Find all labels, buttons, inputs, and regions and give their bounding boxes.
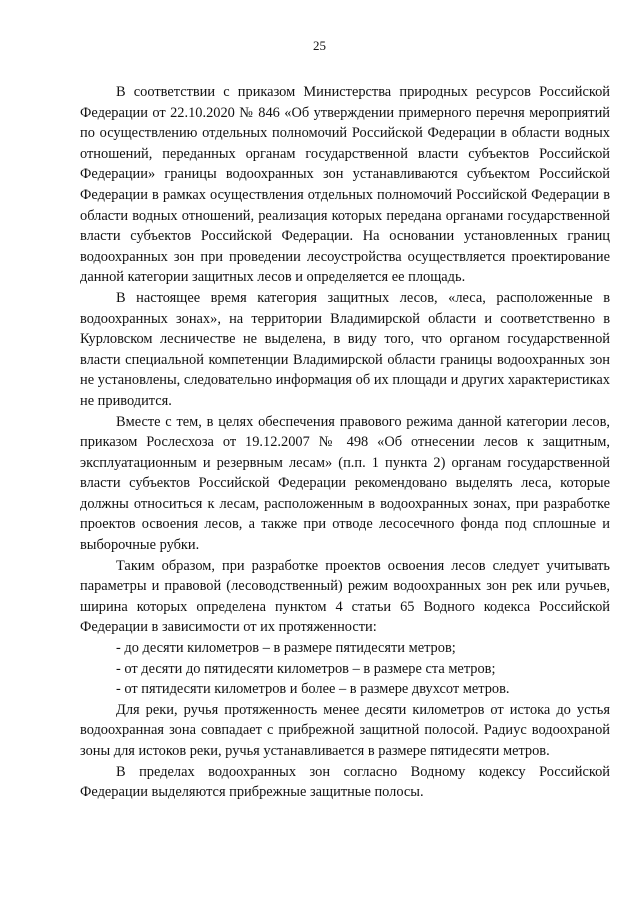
list-item: - до десяти километров – в размере пятидесяти метров; <box>116 640 456 657</box>
page-number: 25 <box>313 38 326 53</box>
paragraph-water-protection-zones-order: В соответствии с приказом Министерства природных ресурсов Российской Федерации от 22.10.2020 № 846 «Об утверждении примерного перечня мероприятий по осуществлению отдельных полномочий Российской Федерации в области водных отношений, переданных органам государственной власти субъектов Российской Федерации» границы водоохранных зон устанавливаются субъектом Российской Федерации в рамках осуществления отдельных полномочий Российской Федерации в области водных отношений, реализация которых передана органами государственной власти субъектов Российской Федерации. На основании установленных границ водоохранных зон при проведении лесоустройства осуществляется проектирование данной категории защитных лесов и определяется ее площадь. <box>80 84 610 286</box>
paragraph-vladimir-region-status: В настоящее время категория защитных лесов, «леса, расположенные в водоохранных зонах», на территории Владимирской области и соответственно в Курловском лесничестве не выделена, в виду того, что органом государственной власти специальной компетенции Владимирской области границы водоохранных зон не установлены, следовательно информация об их площади и других характеристиках не приводится. <box>80 289 610 409</box>
list-item: - от пятидесяти километров и более – в размере двухсот метров. <box>116 681 510 698</box>
paragraph-coastal-protective-strips: В пределах водоохранных зон согласно Водному кодексу Российской Федерации выделяются прибрежные защитные полосы. <box>80 763 610 801</box>
document-body <box>80 82 610 803</box>
zone-width-list <box>80 638 610 700</box>
paragraph-rosleskhoz-order: Вместе с тем, в целях обеспечения правового режима данной категории лесов, приказом Рослесхоза от 19.12.2007 № 498 «Об отнесении лесов к защитным, эксплуатационным и резервным лесам» (п.п. 1 пункта 2) органам государственной власти субъектов Российской Федерации рекомендовано выделять леса, которые должны относиться к лесам, расположенным в водоохранных зонах, при разработке проектов освоения лесов, а также при отводе лесосечного фонда под сплошные и выборочные рубки. <box>80 413 610 554</box>
list-item: - от десяти до пятидесяти километров – в размере ста метров; <box>116 660 496 677</box>
paragraph-short-rivers: Для реки, ручья протяженность менее десяти километров от истока до устья водоохранная зона совпадает с прибрежной защитной полосой. Радиус водоохраной зоны для истоков реки, ручья устанавливается в размере пятидесяти метров. <box>80 701 610 759</box>
paragraph-forest-development-projects: Таким образом, при разработке проектов освоения лесов следует учитывать параметры и правовой (лесоводственный) режим водоохранных зон рек или ручьев, ширина которых определена пунктом 4 статьи 65 Водного кодекса Российской Федерации в зависимости от их протяженности: <box>80 557 610 636</box>
